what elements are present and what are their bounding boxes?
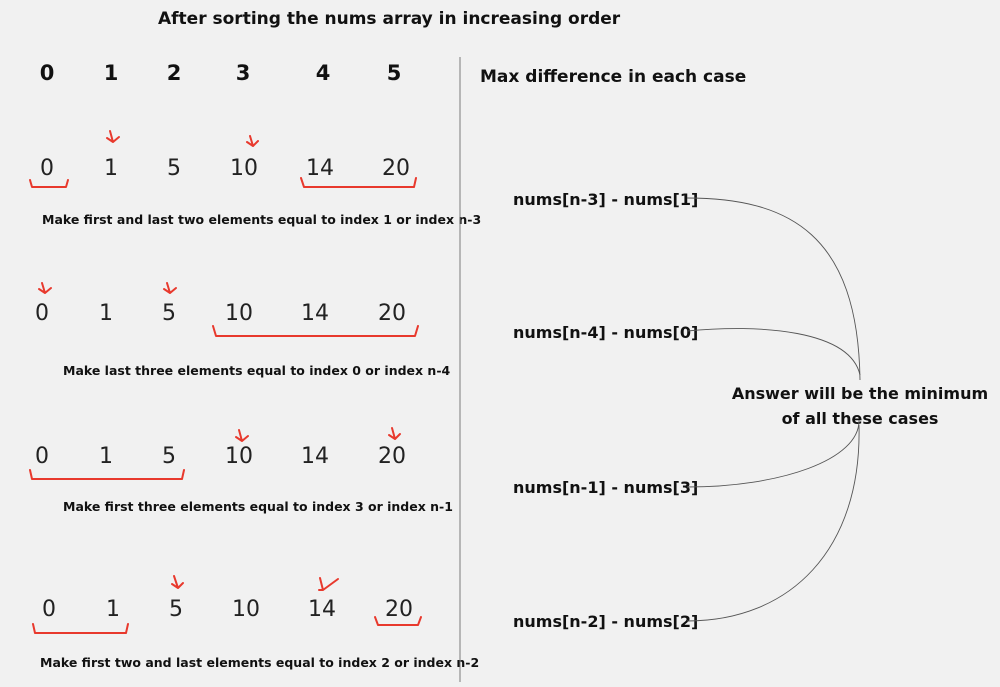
case4-value-0: 0 (42, 597, 56, 622)
right-header: Max difference in each case (480, 67, 747, 87)
case1-value-0: 0 (40, 156, 54, 181)
index-label-0: 0 (39, 61, 55, 85)
arrow-icon (236, 430, 248, 441)
connector-case3 (687, 420, 859, 487)
case1-value-2: 5 (167, 156, 181, 181)
case4-value-2: 5 (169, 597, 183, 622)
case3-value-2: 5 (162, 444, 176, 469)
case3-value-5: 20 (378, 444, 406, 469)
case2-value-1: 1 (99, 301, 113, 326)
case1-value-4: 14 (306, 156, 334, 181)
arrow-icon (172, 576, 183, 588)
arrow-icon (319, 578, 338, 590)
index-label-4: 4 (315, 61, 331, 85)
arrow-icon (164, 283, 176, 293)
index-label-1: 1 (103, 61, 119, 85)
page-title: After sorting the nums array in increasing order (158, 9, 621, 29)
bracket-case1-right (301, 178, 416, 187)
bracket-case4-left (33, 624, 128, 633)
bracket-case3 (30, 470, 184, 479)
case4-caption: Make first two and last elements equal to index 2 or index n-2 (40, 655, 480, 670)
formula-case3: nums[n-1] - nums[3] (513, 478, 699, 497)
case3-value-3: 10 (225, 444, 253, 469)
case1-value-1: 1 (104, 156, 118, 181)
case2-value-5: 20 (378, 301, 406, 326)
case3-value-1: 1 (99, 444, 113, 469)
case4-value-1: 1 (106, 597, 120, 622)
connector-curves (687, 198, 860, 621)
case4-value-3: 10 (232, 597, 260, 622)
case1-value-5: 20 (382, 156, 410, 181)
case3-value-0: 0 (35, 444, 49, 469)
index-label-5: 5 (386, 61, 402, 85)
connector-case1 (687, 198, 860, 380)
case2-value-4: 14 (301, 301, 329, 326)
connector-case4 (687, 425, 859, 621)
case2-caption: Make last three elements equal to index 0 or index n-4 (63, 363, 451, 378)
case1-caption: Make first and last two elements equal to index 1 or index n-3 (42, 212, 482, 227)
formula-case4: nums[n-2] - nums[2] (513, 612, 699, 631)
connector-case2 (687, 329, 860, 375)
case4-value-4: 14 (308, 597, 336, 622)
index-label-2: 2 (166, 61, 182, 85)
answer-line-1: Answer will be the minimum (731, 384, 989, 403)
case1-value-3: 10 (230, 156, 258, 181)
case4-value-5: 20 (385, 597, 413, 622)
case3-value-4: 14 (301, 444, 329, 469)
case2-value-2: 5 (162, 301, 176, 326)
bracket-case1-left (30, 180, 68, 187)
answer-line-2: of all these cases (781, 409, 939, 428)
formula-case2: nums[n-4] - nums[0] (513, 323, 699, 342)
arrow-icon (389, 428, 400, 439)
arrow-icon (107, 131, 119, 142)
index-label-3: 3 (235, 61, 251, 85)
formula-case1: nums[n-3] - nums[1] (513, 190, 699, 209)
arrow-icon (39, 283, 51, 293)
bracket-case4-right (375, 617, 421, 625)
arrow-icon (247, 136, 258, 146)
case2-value-3: 10 (225, 301, 253, 326)
case3-caption: Make first three elements equal to index 3 or index n-1 (63, 499, 453, 514)
bracket-case2 (213, 326, 418, 336)
case2-value-0: 0 (35, 301, 49, 326)
